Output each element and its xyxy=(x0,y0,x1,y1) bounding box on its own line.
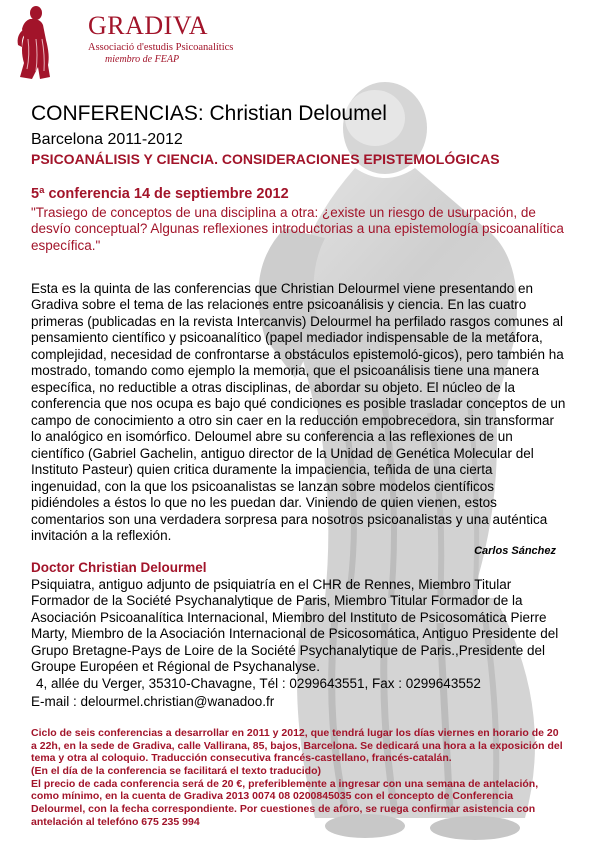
gradiva-logo-figure xyxy=(10,5,60,81)
speaker-address: 4, allée du Verger, 35310-Chavagne, Tél : 0299643551, Fax : 0299643552 xyxy=(36,675,481,691)
speaker-name: Doctor Christian Delourmel xyxy=(31,559,207,575)
speaker-email[interactable]: E-mail : delourmel.christian@wanadoo.fr xyxy=(31,694,275,710)
conference-title-quote: "Trasiego de conceptos de una disciplina a otra: ¿existe un riesgo de usurpación, de desvío conceptual? Algunas reflexiones introductorias a una epistemología psicoanalítica específica." xyxy=(31,205,564,253)
practical-info-schedule: Ciclo de seis conferencias a desarrollar en 2011 y 2012, que tendrá lugar los días viernes en horario de 20 a 22h, en la sede de Gradiva, calle Vallirana, 85, bajos, Barcelona. Se dedicará una hora a la exposición del tema y otra al coloquio. Traducción consecutiva francés-castellano, francés-catalán. xyxy=(31,726,563,765)
conference-description: Esta es la quinta de las conferencias que Christian Delourmel viene presentando en Gradiva sobre el tema de las relaciones entre psicoanálisis y ciencia. En las cuatro primeras (publicadas en la revista Intercanvis) Delourmel ha perfilado rasgos comunes al pensamiento científico y psicoanalítico (papel mediador indispensable de la metáfora, complejidad, necesidad de confrontarse a obstáculos epistemoló-gicos), pero también ha mostrado, tomando como ejemplo la memoria, que el psicoanálisis tiene una manera específica, no reductible a otras disciplinas, de abordar su objeto. El núcleo de la conferencia que nos ocupa es bajo qué condiciones es posible trasladar conceptos de un campo de conocimiento a otro sin caer en la reducción empobrecedora, sin transformar lo analógico en isomórfico. Deloumel abre su conferencia a las reflexiones de un científico (Gabriel Gachelin, antiguo director de la Unidad de Genética Molecular del Instituto Pasteur) quien critica duramente la impaciencia, teñida de una cierta ingenuidad, con la que los psicoanalistas se lanzan sobre modelos científicos pidiéndoles a éstos lo que no les puedan dar. Viniendo de quien vienen, estos comentarios son una verdadera sorpresa para nosotros psicoanalistas y una auténtica invitación a la reflexión. xyxy=(31,280,566,544)
practical-info-translation: (En el día de la conferencia se facilitará el texto traducido) xyxy=(31,765,322,777)
practical-info-price: El precio de cada conferencia será de 20 €, preferiblemente a ingresar con una semana de antelación, como mínimo, en la cuenta de Gradiva 2013 0074 08 0200845035 con el concepto de Conferencia Delourmel, con la fecha correspondiente. Por cuestiones de aforo, se ruega confirmar asistencia con antelación al telefóno 675 235 994 xyxy=(31,777,539,828)
practical-info xyxy=(31,727,566,829)
page-subtitle: Barcelona 2011-2012 xyxy=(31,131,183,148)
page-title: CONFERENCIAS: Christian Deloumel xyxy=(31,102,387,125)
brand-block xyxy=(88,12,233,65)
author-signature: Carlos Sánchez xyxy=(474,544,556,557)
brand-subtitle: Associació d'estudis Psicoanalítics xyxy=(88,42,234,53)
brand-member: miembro de FEAP xyxy=(105,54,180,65)
speaker-bio: Psiquiatra, antiguo adjunto de psiquiatría en el CHR de Rennes, Miembro Titular Formador de la Société Psychanalytique de Paris, Miembro Titular Formador de la Asociación Psicoanalítica Internacional, Miembro del Instituto de Psicosomática Pierre Marty, Miembro de la Asociación Internacional de Psicosomática, Antiguo Presidente del Grupo Bretagne-Pays de Loire de la Société Psychanalytique de Paris.,Presidente del Groupe Européen et Régional de Psychanalyse. xyxy=(31,576,559,675)
conference-date: 5ª conferencia 14 de septiembre 2012 xyxy=(31,186,289,202)
brand-name: GRADIVA xyxy=(88,11,209,40)
cycle-theme: PSICOANÁLISIS Y CIENCIA. CONSIDERACIONES EPISTEMOLÓGICAS xyxy=(31,151,500,167)
document-content xyxy=(31,102,566,829)
